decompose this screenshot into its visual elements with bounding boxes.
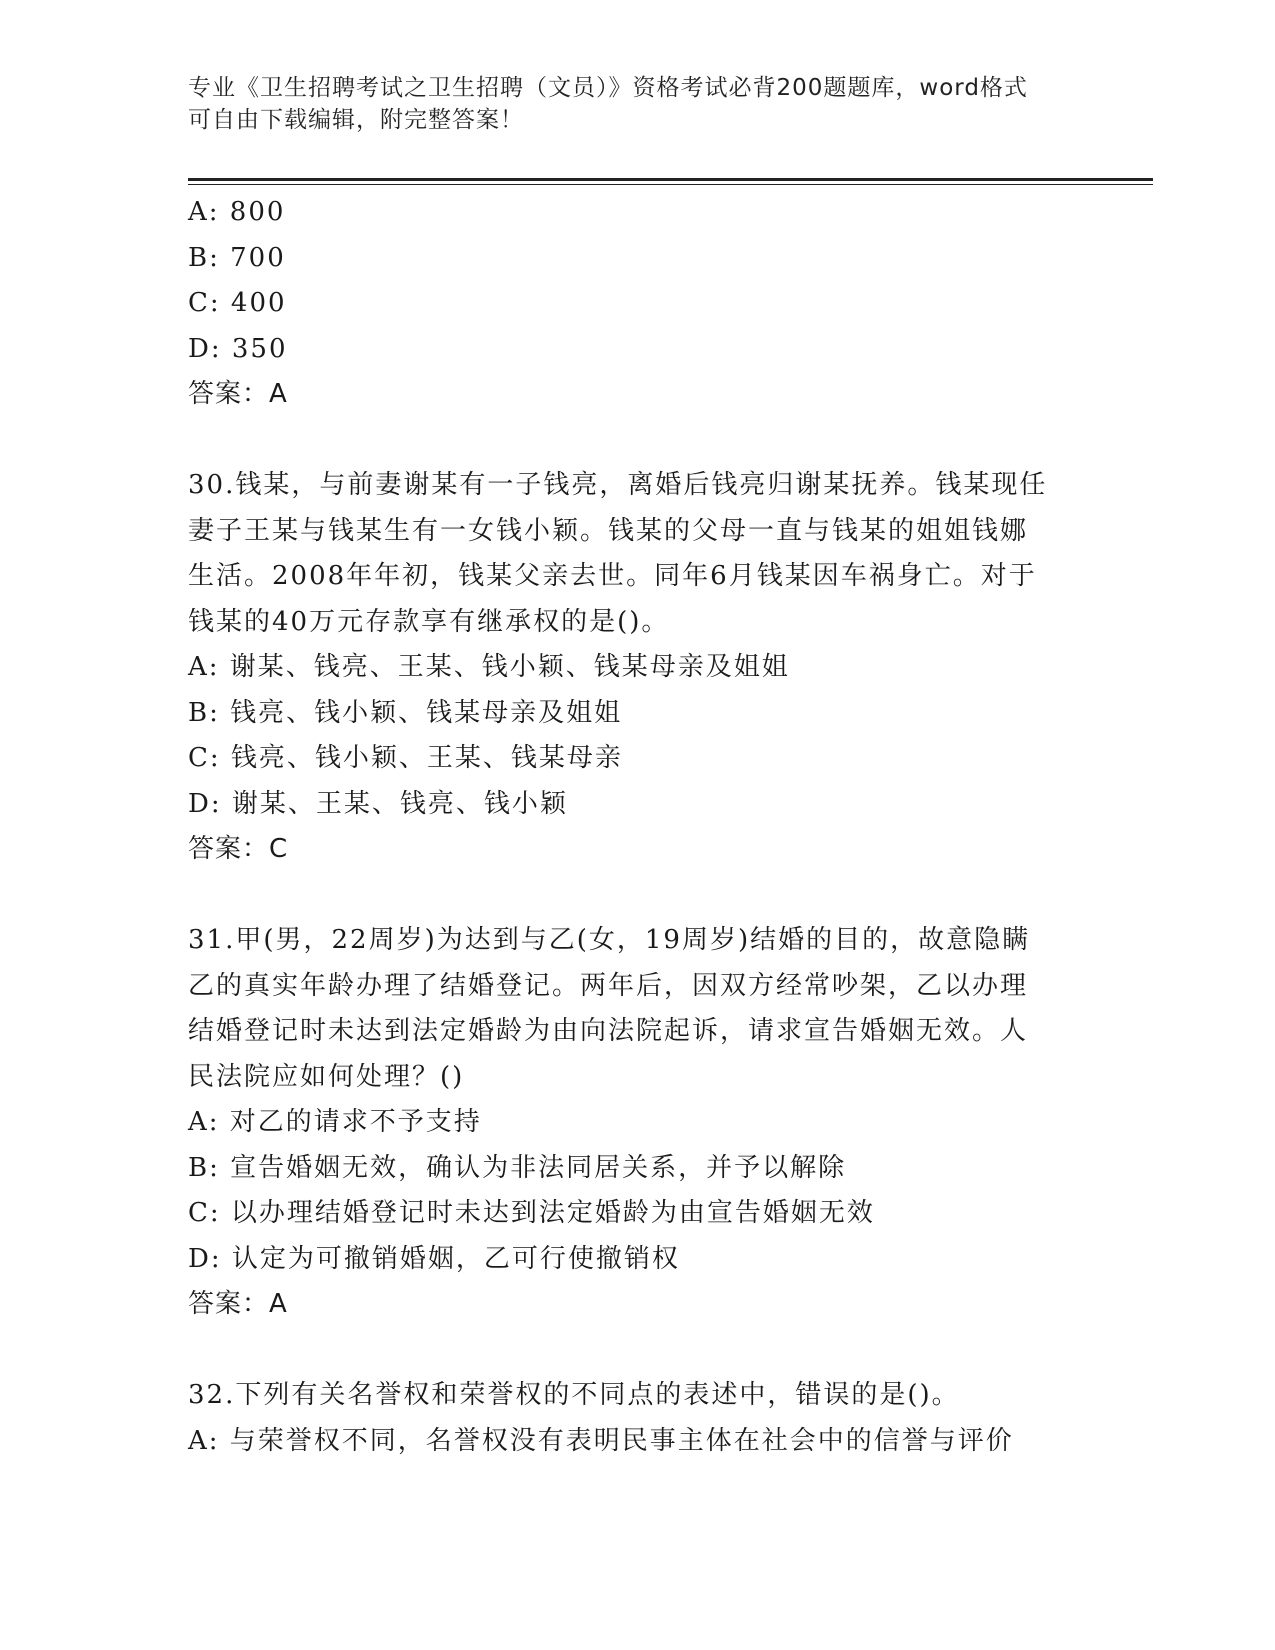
option-b: B: 宣告婚姻无效，确认为非法同居关系，并予以解除 <box>188 1152 847 1183</box>
question-31 <box>188 918 1088 1328</box>
document-body <box>188 190 1088 1464</box>
question-stem-line: 生活。2008年年初，钱某父亲去世。同年6月钱某因车祸身亡。对于 <box>188 561 1037 591</box>
spacer <box>188 873 1088 919</box>
option-b: B: 700 <box>188 242 286 273</box>
option-a: A: 800 <box>188 197 286 227</box>
option-c: C: 以办理结婚登记时未达到法定婚龄为由宣告婚姻无效 <box>188 1198 875 1228</box>
option-a: A: 谢某、钱亮、王某、钱小颖、钱某母亲及姐姐 <box>188 652 790 682</box>
question-32 <box>188 1373 1088 1464</box>
question-stem-line: 乙的真实年龄办理了结婚登记。两年后，因双方经常吵架，乙以办理 <box>188 970 1029 1001</box>
option-c: C: 400 <box>188 288 287 318</box>
answer: 答案：A <box>188 1289 288 1319</box>
question-stem-line: 32.下列有关名誉权和荣誉权的不同点的表述中，错误的是()。 <box>188 1380 960 1410</box>
question-stem-line: 妻子王某与钱某生有一女钱小颖。钱某的父母一直与钱某的姐姐钱娜 <box>188 515 1029 546</box>
spacer <box>188 418 1088 464</box>
option-a: A: 对乙的请求不予支持 <box>188 1107 482 1137</box>
question-30 <box>188 463 1088 873</box>
question-stem-line: 钱某的40万元存款享有继承权的是()。 <box>188 606 670 637</box>
question-29-tail <box>188 190 1088 418</box>
header-line-1: 专业《卫生招聘考试之卫生招聘（文员）》资格考试必背200题题库，word格式 <box>188 75 1028 101</box>
question-stem-line: 31.甲(男，22周岁)为达到与乙(女，19周岁)结婚的目的，故意隐瞒 <box>188 925 1031 955</box>
question-stem-line: 结婚登记时未达到法定婚龄为由向法院起诉，请求宣告婚姻无效。人 <box>188 1016 1029 1046</box>
header-line-2: 可自由下载编辑，附完整答案！ <box>188 107 524 133</box>
option-d: D: 350 <box>188 333 288 364</box>
question-stem-line: 30.钱某，与前妻谢某有一子钱亮，离婚后钱亮归谢某抚养。钱某现任 <box>188 470 1048 500</box>
answer: 答案：A <box>188 379 288 409</box>
option-d: D: 谢某、王某、钱亮、钱小颖 <box>188 788 568 819</box>
header-rule-thick <box>188 178 1153 181</box>
answer: 答案：C <box>188 834 289 864</box>
header-rule-thin <box>188 184 1153 185</box>
spacer <box>188 1328 1088 1374</box>
option-d: D: 认定为可撤销婚姻，乙可行使撤销权 <box>188 1243 680 1274</box>
option-b: B: 钱亮、钱小颖、钱某母亲及姐姐 <box>188 697 623 728</box>
option-a: A: 与荣誉权不同，名誉权没有表明民事主体在社会中的信誉与评价 <box>188 1425 1014 1456</box>
document-header <box>188 72 1088 136</box>
option-c: C: 钱亮、钱小颖、王某、钱某母亲 <box>188 743 623 773</box>
question-stem-line: 民法院应如何处理？() <box>188 1061 465 1092</box>
